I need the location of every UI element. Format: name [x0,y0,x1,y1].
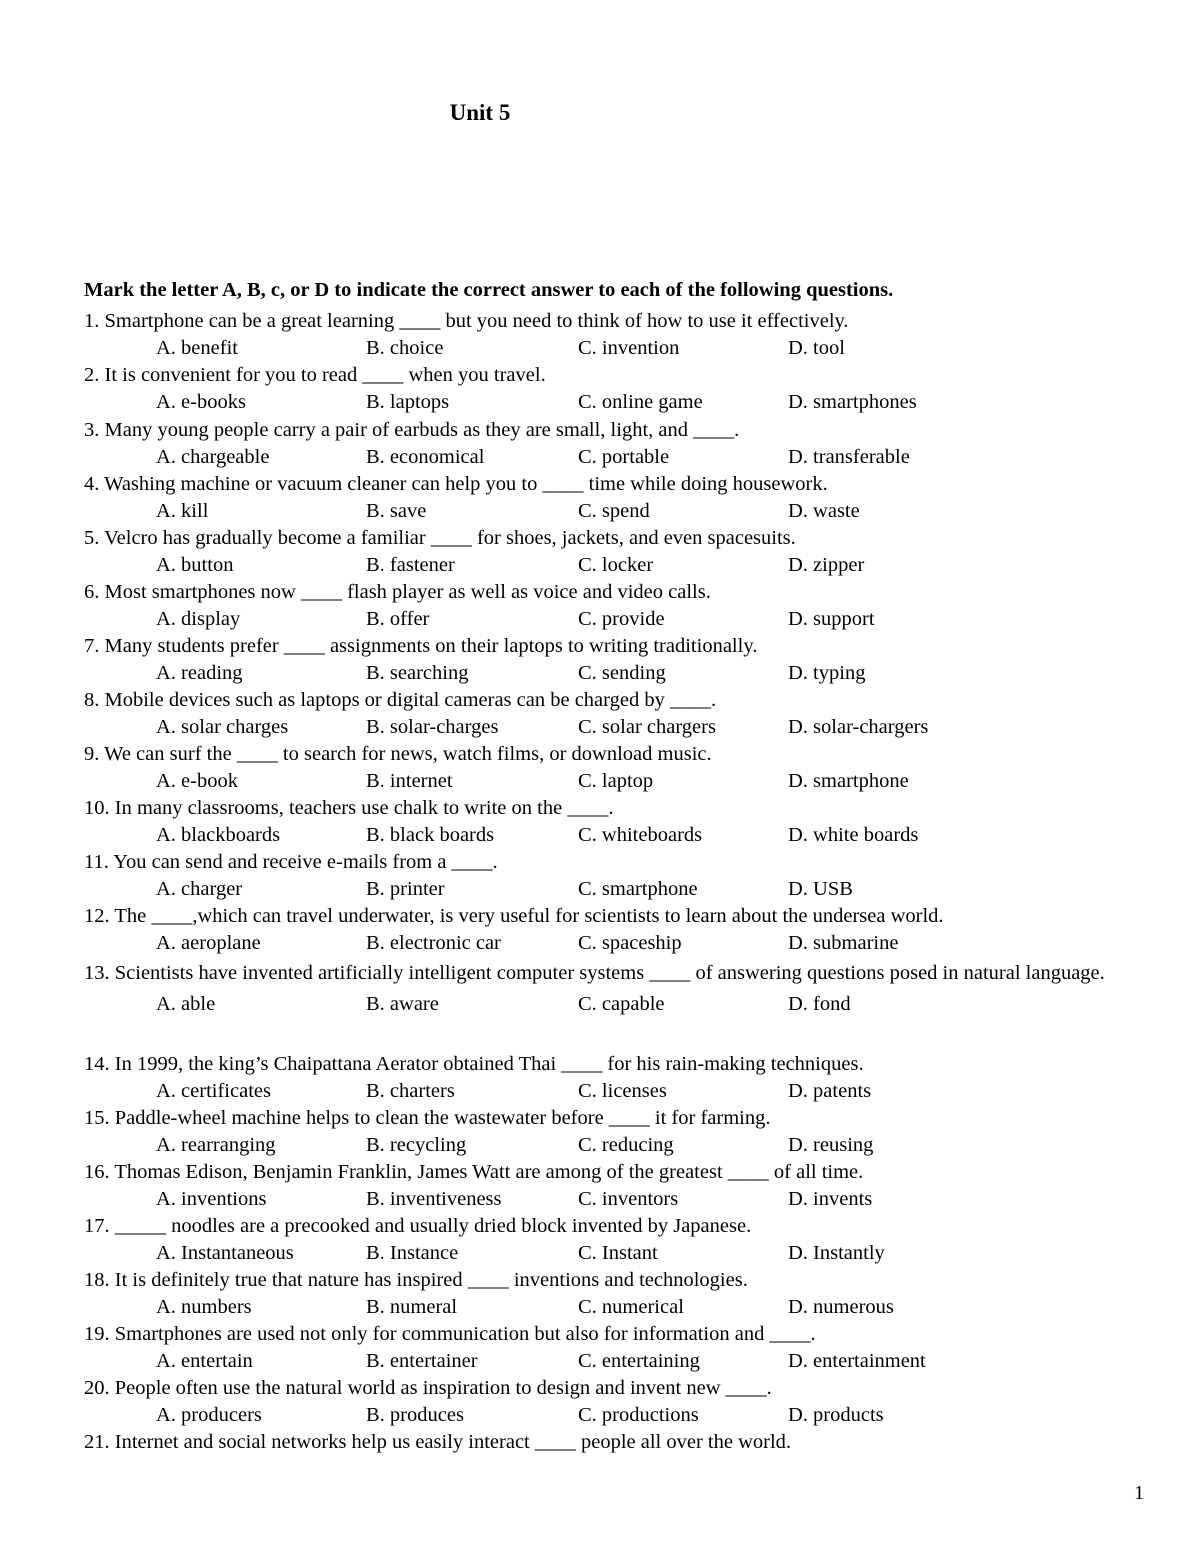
option-b: B. entertainer [366,1350,478,1372]
question-stem: 17. _____ noodles are a precooked and usually dried block invented by Japanese. [84,1215,752,1237]
question-2 [84,362,1146,416]
option-row [84,498,1146,525]
option-d: D. fond [788,993,851,1015]
option-c: C. capable [578,993,665,1015]
option-row [84,1294,1146,1321]
option-a: A. Instantaneous [156,1242,294,1264]
option-c: C. numerical [578,1296,684,1318]
option-c: C. provide [578,608,665,630]
option-a: A. rearranging [156,1134,276,1156]
option-row [84,444,1146,471]
question-stem: 4. Washing machine or vacuum cleaner can help you to ____ time while doing housework. [84,473,828,495]
option-d: D. support [788,608,875,630]
option-row [84,1348,1146,1375]
question-stem: 2. It is convenient for you to read ____ when you travel. [84,364,546,386]
option-c: C. sending [578,662,666,684]
option-c: C. spend [578,500,650,522]
option-d: D. USB [788,878,853,900]
option-c: C. online game [578,391,703,413]
option-row [84,822,1146,849]
option-row [84,1240,1146,1267]
option-c: C. whiteboards [578,824,703,846]
option-b: B. inventiveness [366,1188,502,1210]
instructions: Mark the letter A, B, c, or D to indicate the correct answer to each of the following questions. [84,279,894,301]
option-row [84,930,1146,957]
option-d: D. entertainment [788,1350,926,1372]
option-c: C. productions [578,1404,699,1426]
option-a: A. aeroplane [156,932,261,954]
option-b: B. searching [366,662,469,684]
option-a: A. e-books [156,391,246,413]
option-b: B. produces [366,1404,464,1426]
option-d: D. patents [788,1080,872,1102]
question-stem: 1. Smartphone can be a great learning ____ but you need to think of how to use it effectively. [84,310,849,332]
option-a: A. blackboards [156,824,281,846]
option-c: C. portable [578,446,670,468]
option-a: A. reading [156,662,243,684]
option-d: D. smartphones [788,391,917,413]
question-stem: 13. Scientists have invented artificially intelligent computer systems ____ of answering questions posed in natural language. [84,962,1105,984]
option-b: B. recycling [366,1134,467,1156]
option-d: D. reusing [788,1134,874,1156]
question-stem: 9. We can surf the ____ to search for news, watch films, or download music. [84,743,712,765]
option-row [84,335,1146,362]
question-stem: 5. Velcro has gradually become a familiar ____ for shoes, jackets, and even spacesuits. [84,527,796,549]
option-b: B. economical [366,446,485,468]
option-d: D. tool [788,337,845,359]
option-b: B. internet [366,770,453,792]
option-d: D. invents [788,1188,873,1210]
option-c: C. smartphone [578,878,698,900]
question-19 [84,1321,1146,1375]
option-b: B. offer [366,608,430,630]
option-d: D. Instantly [788,1242,885,1264]
option-d: D. waste [788,500,860,522]
question-16 [84,1159,1146,1213]
option-a: A. display [156,608,241,630]
question-8 [84,687,1146,741]
option-row [84,1132,1146,1159]
option-row [84,714,1146,741]
option-a: A. producers [156,1404,262,1426]
question-stem: 18. It is definitely true that nature has inspired ____ inventions and technologies. [84,1269,748,1291]
option-row [84,552,1146,579]
option-c: C. solar chargers [578,716,716,738]
option-row [84,1402,1146,1429]
page-number: 1 [1134,1482,1145,1504]
question-1 [84,308,1146,362]
question-10 [84,795,1146,849]
option-c: C. laptop [578,770,654,792]
question-20 [84,1375,1146,1429]
option-d: D. smartphone [788,770,909,792]
option-row [84,1186,1146,1213]
option-a: A. inventions [156,1188,267,1210]
question-stem: 15. Paddle-wheel machine helps to clean the wastewater before ____ it for farming. [84,1107,771,1129]
question-stem: 16. Thomas Edison, Benjamin Franklin, James Watt are among of the greatest ____ of all time. [84,1161,864,1183]
option-row [84,606,1146,633]
option-a: A. chargeable [156,446,270,468]
option-d: D. submarine [788,932,899,954]
option-b: B. choice [366,337,444,359]
option-a: A. kill [156,500,209,522]
option-b: B. solar-charges [366,716,499,738]
option-a: A. able [156,993,216,1015]
question-15 [84,1105,1146,1159]
option-d: D. zipper [788,554,865,576]
option-c: C. reducing [578,1134,674,1156]
option-a: A. charger [156,878,243,900]
option-d: D. white boards [788,824,919,846]
question-5 [84,525,1146,579]
option-row [84,768,1146,795]
option-c: C. inventors [578,1188,679,1210]
option-a: A. entertain [156,1350,253,1372]
question-stem: 6. Most smartphones now ____ flash player as well as voice and video calls. [84,581,711,603]
option-c: C. locker [578,554,654,576]
option-c: C. Instant [578,1242,658,1264]
question-stem: 19. Smartphones are used not only for communication but also for information and ____. [84,1323,816,1345]
question-stem: 20. People often use the natural world as inspiration to design and invent new ____. [84,1377,772,1399]
option-a: A. benefit [156,337,238,359]
option-d: D. numerous [788,1296,894,1318]
option-row [84,389,1146,416]
question-6 [84,579,1146,633]
option-d: D. transferable [788,446,910,468]
option-c: C. spaceship [578,932,682,954]
question-stem: 21. Internet and social networks help us easily interact ____ people all over the world. [84,1431,792,1453]
question-stem: 3. Many young people carry a pair of earbuds as they are small, light, and ____. [84,419,740,441]
question-7 [84,633,1146,687]
option-d: D. solar-chargers [788,716,929,738]
question-stem: 12. The ____,which can travel underwater, is very useful for scientists to learn about the undersea world. [84,905,944,927]
question-stem: 8. Mobile devices such as laptops or digital cameras can be charged by ____. [84,689,717,711]
question-12 [84,903,1146,957]
question-17 [84,1213,1146,1267]
option-b: B. numeral [366,1296,458,1318]
option-c: C. entertaining [578,1350,700,1372]
option-c: C. invention [578,337,680,359]
option-b: B. black boards [366,824,495,846]
question-18 [84,1267,1146,1321]
option-b: B. aware [366,993,439,1015]
option-c: C. licenses [578,1080,667,1102]
option-b: B. save [366,500,427,522]
option-row [84,1078,1146,1105]
question-9 [84,741,1146,795]
option-a: A. button [156,554,234,576]
option-b: B. printer [366,878,445,900]
question-11 [84,849,1146,903]
option-a: A. numbers [156,1296,252,1318]
option-b: B. laptops [366,391,450,413]
question-4 [84,471,1146,525]
question-3 [84,417,1146,471]
option-b: B. charters [366,1080,455,1102]
question-14 [84,1051,1146,1105]
option-a: A. e-book [156,770,238,792]
option-d: D. typing [788,662,866,684]
option-b: B. fastener [366,554,455,576]
question-13 [84,960,1146,1018]
option-b: B. electronic car [366,932,501,954]
option-a: A. certificates [156,1080,271,1102]
option-a: A. solar charges [156,716,289,738]
page-title: Unit 5 [449,100,511,125]
question-stem: 10. In many classrooms, teachers use chalk to write on the ____. [84,797,614,819]
question-stem: 7. Many students prefer ____ assignments on their laptops to writing traditionally. [84,635,758,657]
option-b: B. Instance [366,1242,459,1264]
option-row [84,660,1146,687]
option-row [84,876,1146,903]
question-stem: 14. In 1999, the king’s Chaipattana Aerator obtained Thai ____ for his rain-making techniques. [84,1053,864,1075]
option-d: D. products [788,1404,884,1426]
question-21 [84,1429,1146,1456]
option-row [84,991,1146,1018]
question-stem: 11. You can send and receive e-mails from a ____. [84,851,498,873]
